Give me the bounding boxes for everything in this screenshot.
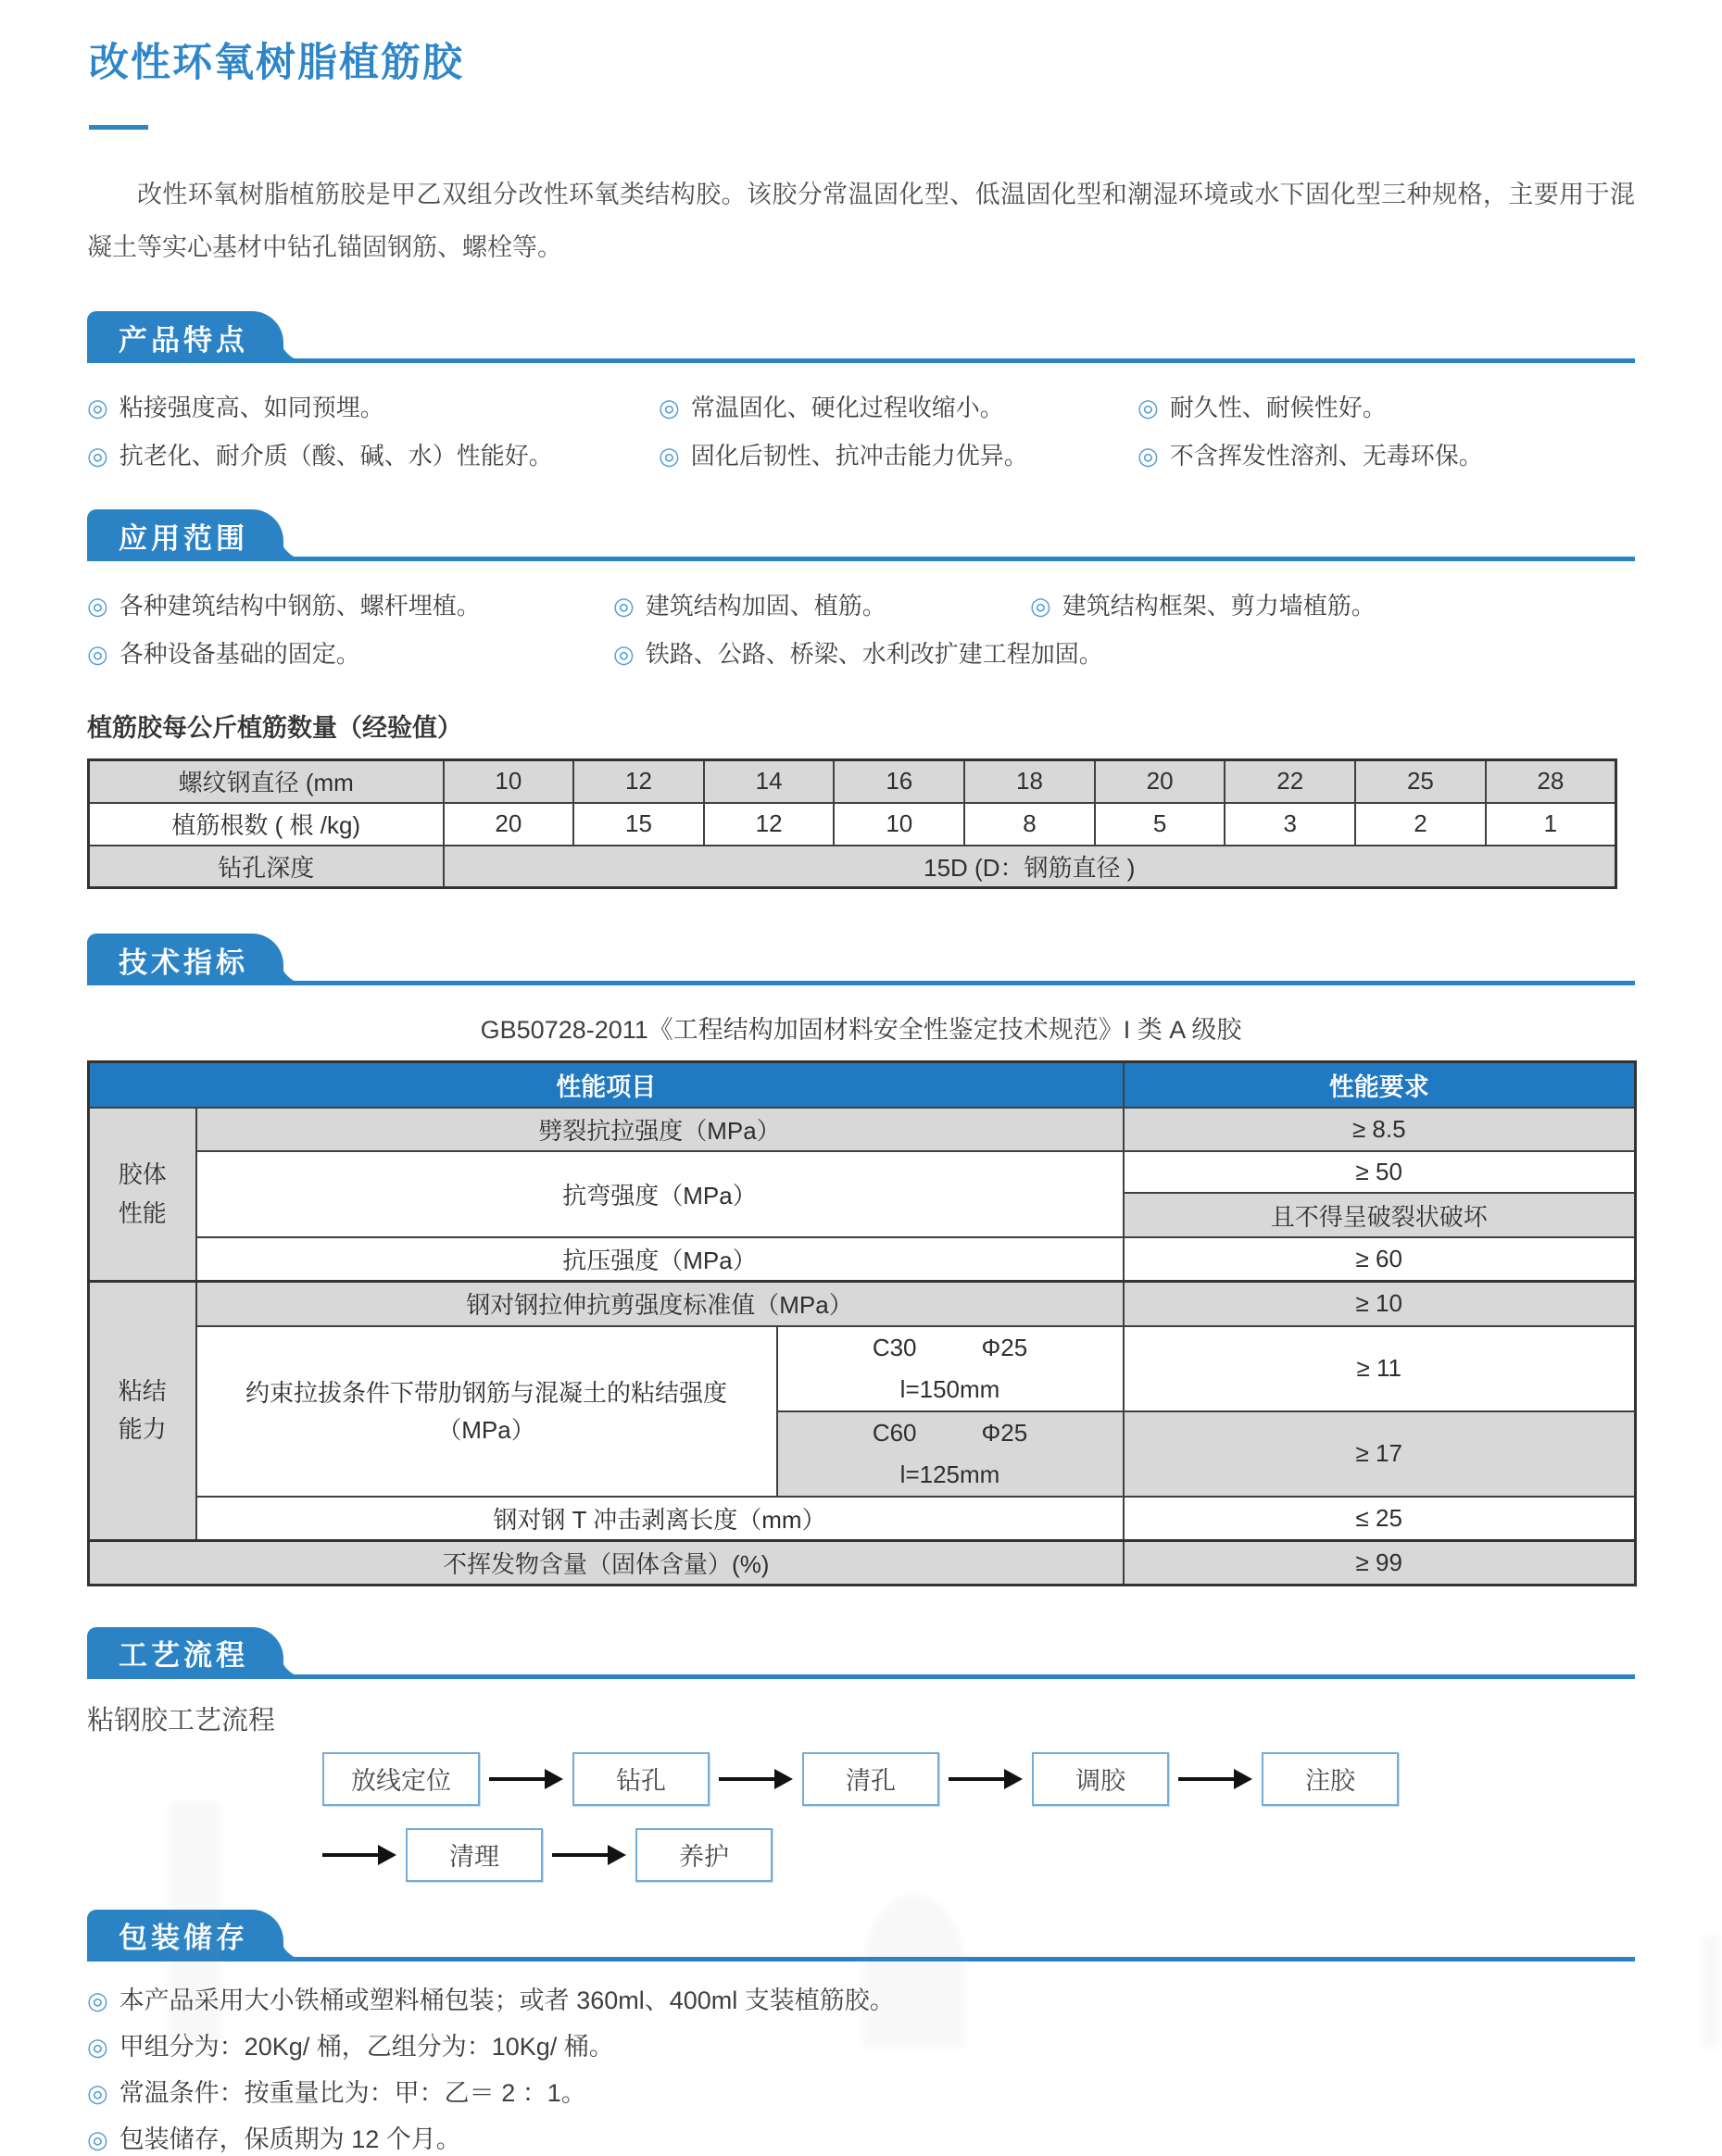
- flow-step-drill: 钻孔: [572, 1752, 710, 1806]
- rebar-count-table: [87, 758, 1617, 889]
- section-process: [87, 1627, 1635, 1882]
- property-line1: 约束拉拔条件下带肋钢筋与混凝土的粘结强度: [245, 1378, 727, 1407]
- cell: 12: [573, 760, 704, 803]
- section-header-line: [87, 358, 1635, 363]
- section-tab-tech: 技术指标: [87, 934, 283, 985]
- property-cell: 抗压强度（MPa）: [196, 1237, 1124, 1282]
- application-text: 各种设备基础的固定。: [119, 640, 360, 668]
- column-header-req: 性能要求: [1124, 1062, 1636, 1109]
- cell: 18: [964, 760, 1095, 803]
- cell: 5: [1095, 803, 1226, 846]
- property-cell: 劈裂抗拉强度（MPa）: [196, 1108, 1124, 1151]
- property-cell: 抗弯强度（MPa）: [196, 1151, 1124, 1237]
- flow-step-layout: 放线定位: [322, 1752, 480, 1806]
- bullet-icon: ◎: [613, 640, 635, 668]
- flow-step-clean-hole: 清孔: [802, 1752, 939, 1806]
- section-header-line: [87, 557, 1635, 561]
- row-label: 螺纹钢直径 (mm: [89, 760, 444, 803]
- cell: 12: [704, 803, 835, 846]
- cell: 1: [1486, 803, 1616, 846]
- cell: 8: [964, 803, 1095, 846]
- bullet-icon: ◎: [87, 592, 108, 620]
- arrow-right-icon: [1178, 1769, 1252, 1789]
- title-underline: [89, 125, 148, 130]
- process-flow-label: 粘钢胶工艺流程: [87, 1705, 276, 1736]
- bullet-icon: ◎: [1138, 394, 1159, 421]
- property-cell: [196, 1326, 777, 1497]
- column-header-item: 性能项目: [89, 1062, 1124, 1109]
- cell: 25: [1355, 760, 1486, 803]
- section-tab-features: 产品特点: [87, 311, 283, 363]
- cell: 20: [1095, 760, 1226, 803]
- process-flowchart: [87, 1752, 1635, 1882]
- section-header: [87, 509, 1635, 561]
- packaging-text: 本产品采用大小铁桶或塑料桶包装；或者 360ml、400ml 支装植筋胶。: [119, 1986, 895, 2014]
- section-header-line: [87, 981, 1635, 985]
- requirement-cell: ≥ 10: [1124, 1282, 1636, 1326]
- table-row: [89, 1237, 1636, 1282]
- arrow-right-icon: [489, 1769, 563, 1789]
- condition-cell: [777, 1411, 1124, 1497]
- arrow-right-icon: [552, 1845, 626, 1865]
- section-packaging: [87, 1910, 1635, 2156]
- list-item: [87, 2123, 1635, 2156]
- section-header-line: [87, 1674, 1635, 1679]
- list-item: [87, 637, 613, 671]
- table-row: [89, 1326, 1636, 1411]
- group-label-bond: 粘结能力: [89, 1282, 196, 1541]
- requirement-cell: ≤ 25: [1124, 1497, 1636, 1541]
- bar-diameter: Φ25: [981, 1418, 1028, 1447]
- table-row: [89, 1540, 1636, 1585]
- section-features: [87, 311, 1635, 472]
- requirement-cell: ≥ 8.5: [1124, 1108, 1636, 1151]
- list-item: [87, 439, 659, 472]
- flow-step-cleanup: 清理: [406, 1828, 543, 1882]
- condition-cell: [777, 1326, 1124, 1411]
- list-item: [87, 1984, 1635, 2017]
- section-header: [87, 311, 1635, 363]
- bullet-icon: ◎: [613, 592, 635, 620]
- packaging-list: [87, 1984, 1635, 2156]
- bullet-icon: ◎: [87, 2032, 108, 2061]
- table-row: [89, 1497, 1636, 1541]
- bullet-icon: ◎: [1030, 592, 1051, 620]
- arrow-right-icon: [949, 1769, 1023, 1789]
- cell: 14: [704, 760, 835, 803]
- list-item: [1138, 391, 1635, 424]
- concrete-grade: C30: [872, 1333, 917, 1361]
- page-title: 改性环氧树脂植筋胶: [89, 41, 464, 85]
- feature-text: 常温固化、硬化过程收缩小。: [690, 394, 1004, 421]
- merged-cell: 15D (D：钢筋直径 ): [444, 846, 1616, 888]
- section-header: [87, 934, 1635, 985]
- bullet-icon: ◎: [1138, 442, 1159, 470]
- bullet-icon: ◎: [87, 2125, 108, 2153]
- property-cell: 不挥发物含量（固体含量）(%): [89, 1540, 1124, 1585]
- table-row: [89, 846, 1616, 888]
- requirement-cell: ≥ 17: [1124, 1411, 1636, 1497]
- application-text: 各种建筑结构中钢筋、螺杆埋植。: [119, 592, 481, 620]
- bar-diameter: Φ25: [981, 1333, 1028, 1361]
- table-header-row: [89, 1062, 1636, 1109]
- requirement-cell: ≥ 60: [1124, 1237, 1636, 1282]
- list-item: [613, 589, 1030, 622]
- tech-indicators-table: [87, 1060, 1637, 1586]
- table-row: [89, 803, 1616, 846]
- flow-step-mix-glue: 调胶: [1032, 1752, 1169, 1806]
- cell: 16: [834, 760, 964, 803]
- flow-row-1: [322, 1752, 1635, 1806]
- bullet-icon: ◎: [659, 442, 680, 470]
- bullet-icon: ◎: [659, 394, 680, 421]
- application-text: 建筑结构框架、剪力墙植筋。: [1062, 592, 1376, 620]
- section-tab-applications: 应用范围: [87, 509, 283, 561]
- requirement-cell: ≥ 99: [1124, 1540, 1636, 1585]
- requirement-cell: ≥ 50: [1124, 1151, 1636, 1193]
- arrow-right-icon: [322, 1845, 396, 1865]
- requirement-cell: ≥ 11: [1124, 1326, 1636, 1411]
- property-cell: 钢对钢 T 冲击剥离长度（mm）: [196, 1497, 1124, 1541]
- concrete-grade: C60: [872, 1418, 917, 1447]
- section-applications: [87, 509, 1635, 671]
- table-row: [89, 760, 1616, 803]
- section-header-line: [87, 1957, 1635, 1962]
- section-tab-packaging: 包装储存: [87, 1910, 283, 1962]
- list-item: [87, 391, 659, 424]
- cell: 2: [1355, 803, 1486, 846]
- cell: 3: [1225, 803, 1355, 846]
- list-item: [659, 439, 1138, 472]
- list-item: [87, 2076, 1635, 2110]
- feature-text: 耐久性、耐候性好。: [1169, 394, 1387, 421]
- section-header: [87, 1910, 1635, 1962]
- section-tab-process: 工艺流程: [87, 1627, 283, 1679]
- bullet-icon: ◎: [87, 394, 108, 421]
- row-label: 植筋根数 ( 根 /kg): [89, 803, 444, 846]
- intro-paragraph: 改性环氧树脂植筋胶是甲乙双组分改性环氧类结构胶。该胶分常温固化型、低温固化型和潮湿环境或水下固化型三种规格，主要用于混凝土等实心基材中钻孔锚固钢筋、螺栓等。: [87, 181, 1635, 261]
- feature-text: 抗老化、耐介质（酸、碱、水）性能好。: [119, 442, 553, 470]
- requirement-cell: 且不得呈破裂状破坏: [1124, 1193, 1636, 1237]
- section-header: [87, 1627, 1635, 1679]
- standard-note: GB50728-2011《工程结构加固材料安全性鉴定技术规范》I 类 A 级胶: [480, 1016, 1242, 1044]
- cell: 28: [1486, 760, 1616, 803]
- feature-text: 粘接强度高、如同预埋。: [119, 394, 384, 421]
- cell: 20: [444, 803, 574, 846]
- application-text: 建筑结构加固、植筋。: [645, 592, 886, 620]
- flow-row-2: [322, 1828, 1635, 1882]
- packaging-text: 包装储存，保质期为 12 个月。: [119, 2125, 461, 2153]
- table-row: [89, 1282, 1636, 1326]
- cell: 10: [834, 803, 964, 846]
- embed-length: l=150mm: [899, 1374, 1000, 1403]
- feature-text: 固化后韧性、抗冲击能力优异。: [690, 442, 1028, 470]
- packaging-text: 常温条件：按重量比为：甲：乙＝ 2 ：1。: [119, 2078, 586, 2107]
- list-item: [87, 589, 613, 622]
- list-item: [613, 637, 1103, 671]
- row-label: 钻孔深度: [89, 846, 444, 888]
- arrow-right-icon: [719, 1769, 793, 1789]
- bullet-icon: ◎: [87, 640, 108, 668]
- property-cell: 钢对钢拉伸抗剪强度标准值（MPa）: [196, 1282, 1124, 1326]
- section-tech: [87, 934, 1635, 1586]
- features-list: [87, 391, 1635, 472]
- flow-step-cure: 养护: [635, 1828, 773, 1882]
- rebar-table-caption: 植筋胶每公斤植筋数量（经验值）: [87, 714, 462, 742]
- packaging-text: 甲组分为：20Kg/ 桶，乙组分为：10Kg/ 桶。: [119, 2032, 614, 2061]
- bullet-icon: ◎: [87, 442, 108, 470]
- table-row: [89, 1108, 1636, 1151]
- group-label-glue: 胶体性能: [89, 1108, 196, 1282]
- flow-step-inject-glue: 注胶: [1262, 1752, 1399, 1806]
- application-text: 铁路、公路、桥梁、水利改扩建工程加固。: [645, 640, 1103, 668]
- list-item: [1138, 439, 1635, 472]
- embed-length: l=125mm: [899, 1460, 1000, 1488]
- applications-list: [87, 589, 1635, 671]
- cell: 10: [444, 760, 574, 803]
- cell: 15: [573, 803, 704, 846]
- list-item: [1030, 589, 1635, 622]
- bullet-icon: ◎: [87, 2078, 108, 2107]
- table-row: [89, 1151, 1636, 1193]
- list-item: [659, 391, 1138, 424]
- list-item: [87, 2030, 1635, 2063]
- feature-text: 不含挥发性溶剂、无毒环保。: [1169, 442, 1483, 470]
- property-line2: （MPa）: [437, 1415, 535, 1444]
- cell: 22: [1225, 760, 1355, 803]
- bullet-icon: ◎: [87, 1986, 108, 2014]
